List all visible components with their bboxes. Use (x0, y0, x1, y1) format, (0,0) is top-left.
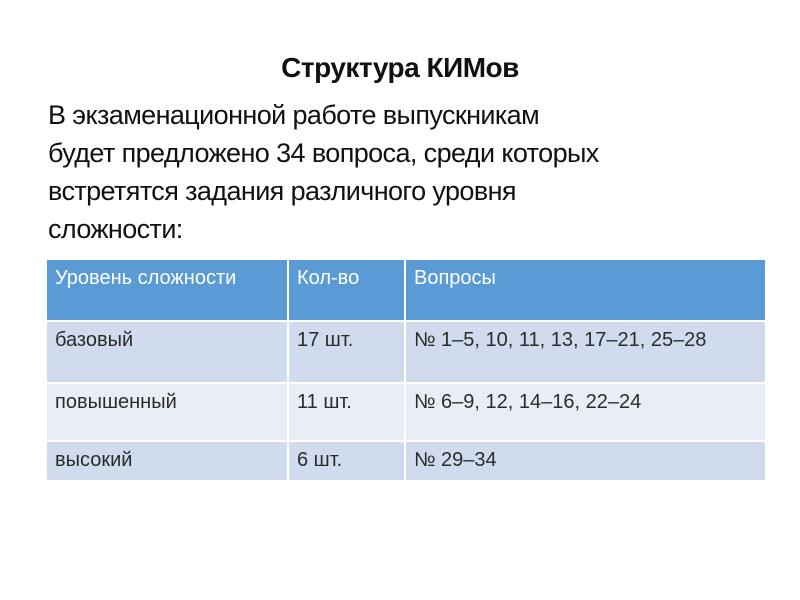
body-line: будет предложено 34 вопроса, среди которых (48, 138, 599, 168)
table-row (46, 383, 766, 441)
table-header-row (46, 259, 766, 321)
cell-count: 6 шт. (288, 441, 405, 481)
cell-level: повышенный (46, 383, 288, 441)
cell-level: высокий (46, 441, 288, 481)
body-line: встретятся задания различного уровня (48, 176, 516, 206)
body-line: В экзаменационной работе выпускникам (48, 100, 540, 130)
body-line: сложности: (48, 214, 183, 244)
cell-questions: № 1–5, 10, 11, 13, 17–21, 25–28 (405, 321, 766, 383)
slide-body-text (48, 96, 778, 248)
slide-title: Структура КИМов (281, 52, 519, 83)
cell-level: базовый (46, 321, 288, 383)
table-row (46, 321, 766, 383)
cell-questions: № 6–9, 12, 14–16, 22–24 (405, 383, 766, 441)
difficulty-table (45, 258, 767, 482)
cell-count: 17 шт. (288, 321, 405, 383)
table-row (46, 441, 766, 481)
cell-count: 11 шт. (288, 383, 405, 441)
header-questions: Вопросы (405, 259, 766, 321)
header-level: Уровень сложности (46, 259, 288, 321)
header-count: Кол-во (288, 259, 405, 321)
cell-questions: № 29–34 (405, 441, 766, 481)
